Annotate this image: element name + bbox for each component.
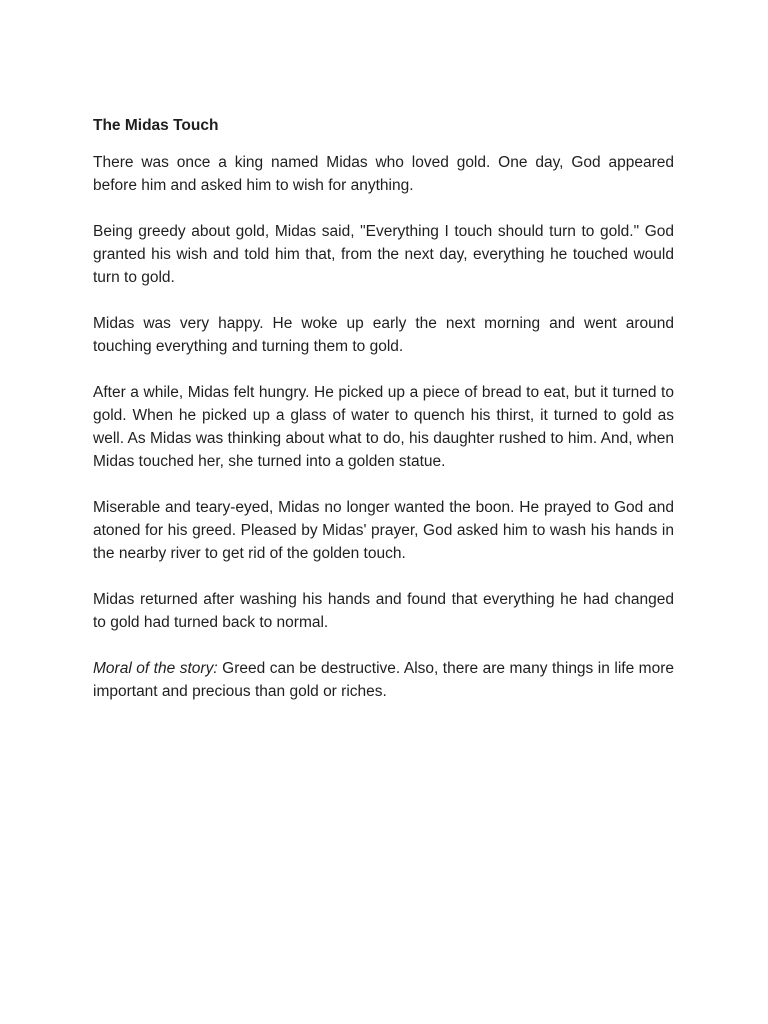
moral-paragraph	[93, 657, 674, 703]
document-page	[93, 112, 674, 726]
paragraph-1: There was once a king named Midas who loved gold. One day, God appeared before him and asked him to wish for anything.	[93, 154, 674, 194]
paragraph-2: Being greedy about gold, Midas said, "Everything I touch should turn to gold." God granted his wish and told him that, from the next day, everything he touched would turn to gold.	[93, 223, 674, 286]
moral-text: Greed can be destructive. Also, there are many things in life more important and precious than gold or riches.	[93, 660, 674, 700]
paragraph-4: After a while, Midas felt hungry. He picked up a piece of bread to eat, but it turned to gold. When he picked up a glass of water to quench his thirst, it turned to gold as well. As Midas was thinking about what to do, his daughter rushed to him. And, when Midas touched her, she turned into a golden statue.	[93, 384, 674, 470]
moral-label: Moral of the story:	[93, 660, 218, 677]
paragraph-5: Miserable and teary-eyed, Midas no longer wanted the boon. He prayed to God and atoned for his greed. Pleased by Midas' prayer, God asked him to wash his hands in the nearby river to get rid of the golden touch.	[93, 499, 674, 562]
paragraph-3: Midas was very happy. He woke up early the next morning and went around touching everything and turning them to gold.	[93, 315, 674, 355]
paragraph-6: Midas returned after washing his hands and found that everything he had changed to gold had turned back to normal.	[93, 591, 674, 631]
document-title: The Midas Touch	[93, 117, 219, 134]
